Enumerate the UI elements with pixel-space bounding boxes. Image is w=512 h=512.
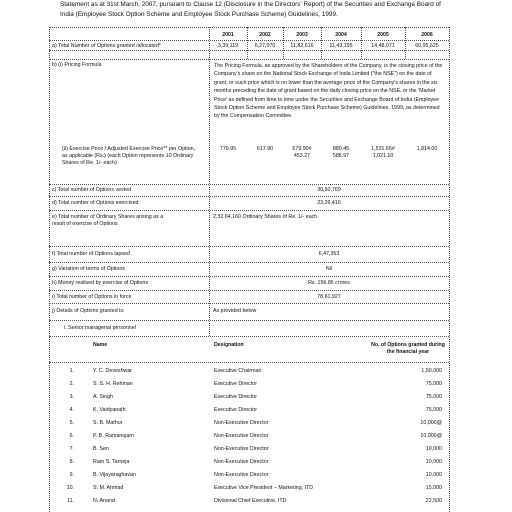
rule [49,27,449,28]
rule [49,303,449,304]
person-options: 75,000 [425,381,442,387]
rule [49,262,449,263]
row-value: 23,26,416 [317,200,341,206]
year-header: 2003 [296,32,308,38]
rule [49,59,449,60]
row-value: 30,50,769 [317,187,341,193]
year-header: 2005 [377,32,389,38]
person-designation: Executive Chairman [214,368,262,374]
row-number: 11. [67,498,74,504]
column-header-designation: Designation [214,342,244,348]
rule [49,210,449,211]
row-value: 11,43,195 [329,43,353,49]
person-name: P. B. Ramanujam [93,433,134,439]
row-label: e) Total number of Ordinary Shares arising as a result of exercise of Options [52,214,164,227]
row-value: 11,82,616 [290,43,314,49]
person-options: 10,000@ [420,433,442,439]
row-value: 779.95 [219,146,237,152]
person-name: S. M. Ahmad [93,485,124,491]
rule [49,362,449,363]
row-number: 6. [69,433,74,439]
row-label: i) Total number of Options in force [52,294,132,300]
rule [49,40,449,41]
person-options: 1,50,000 [421,368,442,374]
person-designation: Executive Vice President – Marketing, ITD [214,485,314,491]
row-number: 5. [69,420,74,426]
person-options: 75,000 [425,394,442,400]
row-value: 78,61,927 [317,294,341,300]
person-designation: Executive Director [214,394,257,400]
row-value: 586.97 [332,153,350,159]
year-header: 2001 [222,32,234,38]
row-value: As provided below [213,308,257,314]
person-designation: Non-Executive Director [214,420,269,426]
person-name: K. Vaidyanath [93,407,126,413]
rule [49,246,449,247]
row-value: Nil [325,266,333,272]
person-designation: Executive Director [214,407,257,413]
rule [49,290,449,291]
year-header: 2004 [335,32,347,38]
row-value: 679.90# [292,146,312,152]
row-value: 3,39,119 [217,43,239,49]
row-value: 880.45 [332,146,350,152]
row-number: 1. [69,368,74,374]
row-label: d) Total number of Options exercised [52,200,139,206]
row-value: 2,32,64,160 Ordinary Shares of Re. 1/- each. [213,214,319,220]
person-options: 75,000 [425,407,442,413]
person-name: Y. C. Deveshwar [93,368,133,374]
row-label: a) Total Number of Options granted /allocated* [52,43,161,49]
row-value: Rs. 156.86 crores [308,280,350,286]
person-name: N. Anand [93,498,115,504]
row-value: 1,531.65# [371,146,395,152]
table-right-border [449,27,450,512]
row-value: 60,95,625 [415,43,439,49]
rule [49,50,449,51]
row-value: 1,814.00 [416,146,438,152]
row-number: 4. [69,407,74,413]
row-value: 1,021.10 [372,153,394,159]
person-options: 10,000 [425,446,442,452]
statement-title: Statement as at 31st March, 2007, pursuant to Clause 12 (Disclosure in the Directors' Report) of the Securities and Exchange Board of India (Employee Stock Option Scheme and Employee Stock Purchase Scheme) Guidelines, 1999. [60,1,441,18]
row-number: 3. [69,394,74,400]
rule [49,184,449,185]
row-number: 2. [69,381,74,387]
row-value: 6,27,070 [254,43,276,49]
table-left-border [49,27,50,512]
rule [49,276,449,277]
person-name: S. S. H. Rehman [93,381,133,387]
row-label: j) Details of Options granted to [52,308,124,314]
row-value: 14,48,071 [371,43,395,49]
row-label: (ii) Exercise Price / Adjusted Exercise Price** per Option, as applicable (Rs.) (each Option represents 10 Ordinary Shares of Re. 1/- each) [62,146,196,166]
person-options: 10,000@ [420,420,442,426]
rule [49,196,449,197]
year-header: 2006 [421,32,433,38]
row-value: 617.90 [256,146,274,152]
row-label: g) Variation of terms of Options [52,266,125,272]
row-number: 10. [66,485,74,491]
person-options: 10,000 [425,472,442,478]
row-value: 453.27 [293,153,311,159]
year-header: 2002 [259,32,271,38]
person-name: B. Sen [93,446,109,452]
person-options: 15,000 [425,485,442,491]
row-label: h) Money realised by exercise of Options [52,280,148,286]
section-label: i. Senior managerial personnel [64,325,136,331]
person-options: 22,500 [425,498,442,504]
person-name: S. B. Mathur [93,420,123,426]
row-value: 6,47,353 [318,251,340,257]
pricing-formula-text: The Pricing Formula, as approved by the Shareholders of the Company, is the closing price of the Company's share on the National Stock Exchange of India Limited ("the NSE") on the date of grant, or such price which is no lower than the average price of the Company's shares in the six months preceding the date of grant based on the daily closing price on the NSE, or the 'Market Price' as defined from time to time under the Securities and Exchange Board of India (Employee Stock Option Scheme and Employee Stock Purchase Scheme) Guidelines, 1999, as determined by the Compensation Committee. [214,63,443,120]
rule [49,320,449,321]
row-number: 8. [69,459,74,465]
person-name: A. Singh [93,394,114,400]
person-designation: Executive Director [214,381,257,387]
rule [49,336,449,337]
row-number: 7. [69,446,74,452]
person-designation: Non-Executive Director [214,459,269,465]
row-label: c) Total number of Options vested [52,187,132,193]
row-label: f) Total number of Options lapsed [52,251,130,257]
person-designation: Non-Executive Director [214,433,269,439]
person-designation: Divisional Chief Executive, ITD [214,498,287,504]
row-label: b) (i) Pricing Formula [52,62,102,68]
row-number: 9. [69,472,74,478]
person-designation: Non-Executive Director [214,446,269,452]
column-header-name: Name [93,342,108,348]
person-name: B. Vijayaraghavan [93,472,136,478]
person-designation: Non-Executive Director [214,472,269,478]
column-header-options: No. of Options granted during the financial year [371,342,445,355]
person-name: Ram S. Tarneja [93,459,130,465]
person-options: 10,000 [425,459,442,465]
